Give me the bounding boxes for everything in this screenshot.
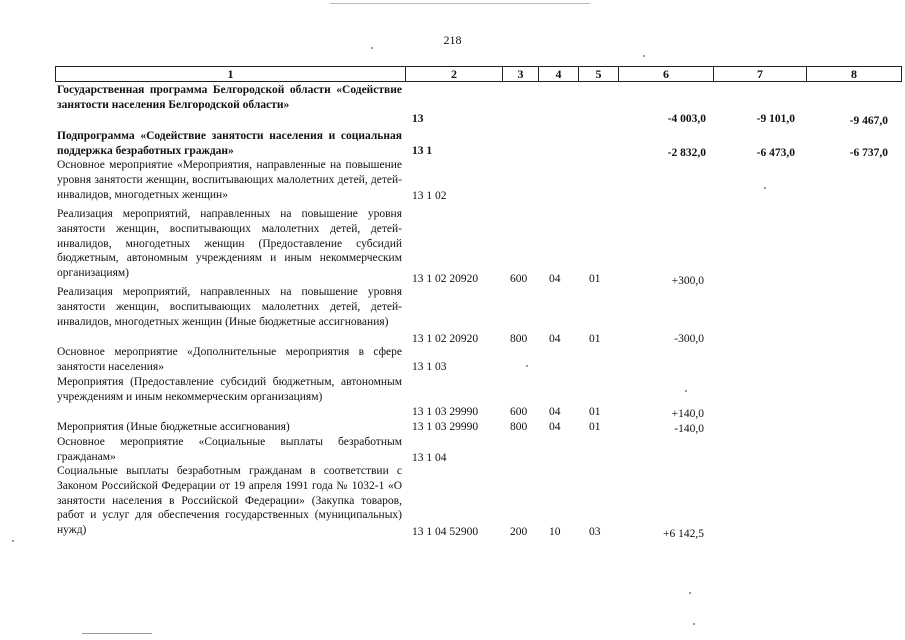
row-col6-value: +6 142,5 [663,528,704,540]
row-col3-value: 800 [510,421,528,433]
row-code: 13 1 02 [412,190,447,202]
row-col6-value: -140,0 [674,423,704,435]
row-description: Подпрограмма «Содействие занятости населения и социальная поддержка безработных граждан» [57,130,402,157]
row-col4-value: 10 [549,526,561,538]
row-col6-value: +300,0 [671,275,704,287]
row-description: Реализация мероприятий, направленных на повышение уровня занятости женщин, воспитывающих малолетних детей, детей-инвалидов, многодетных женщин (Иные бюджетные ассигнования) [57,286,402,328]
row-description: Основное мероприятие «Мероприятия, направленные на повышение уровня занятости женщин, воспитывающих малолетних детей, детей-инвалидов, многодетных женщин» [57,159,402,201]
header-col-1: 1 [56,67,406,81]
row-col4-value: 04 [549,273,561,285]
row-code: 13 1 04 52900 [412,526,479,538]
row-col8-value: -6 737,0 [849,147,888,159]
row-col7-value: -9 101,0 [756,113,795,125]
header-col-6: 6 [619,67,714,81]
row-description: Социальные выплаты безработным гражданам в соответствии с Законом Российской Федерации от 19 апреля 1991 года № 1032-1 «О занятости населения в Российской Федерации» (Закупка товаров, работ и услуг для обеспечения государственных (муниципальных) нужд) [57,465,402,537]
scan-speck [693,623,695,625]
header-col-3: 3 [503,67,539,81]
scan-speck [12,540,14,542]
row-col4-value: 04 [549,333,561,345]
scan-speck [764,187,766,189]
row-col6-value: -300,0 [674,333,704,345]
row-code: 13 1 02 20920 [412,333,479,345]
row-code: 13 1 [412,145,433,157]
header-col-7: 7 [714,67,807,81]
row-col6-value: -4 003,0 [667,113,706,125]
header-col-5: 5 [579,67,619,81]
page-number: 218 [443,33,462,47]
row-description: Государственная программа Белгородской области «Содействие занятости населения Белгородской области» [57,84,402,111]
scan-speck [526,365,528,367]
table-header-row [55,66,902,82]
row-description: Мероприятия (Предоставление субсидий бюджетным, автономным учреждениям и иным некоммерческим организациям) [57,376,402,403]
scan-speck [371,47,373,49]
row-col3-value: 600 [510,273,528,285]
row-code: 13 [412,113,424,125]
header-col-2: 2 [406,67,503,81]
row-col5-value: 01 [589,333,601,345]
row-code: 13 1 04 [412,452,447,464]
row-col3-value: 800 [510,333,528,345]
row-code: 13 1 02 20920 [412,273,479,285]
row-col5-value: 01 [589,273,601,285]
row-description: Основное мероприятие «Социальные выплаты безработным гражданам» [57,436,402,463]
row-description: Основное мероприятие «Дополнительные мероприятия в сфере занятости населения» [57,346,402,373]
header-col-4: 4 [539,67,579,81]
row-col8-value: -9 467,0 [849,115,888,127]
row-col4-value: 04 [549,406,561,418]
row-code: 13 1 03 29990 [412,406,479,418]
row-code: 13 1 03 29990 [412,421,479,433]
row-description: Мероприятия (Иные бюджетные ассигнования) [57,421,290,433]
scan-speck [685,390,687,392]
row-col6-value: +140,0 [671,408,704,420]
row-col4-value: 04 [549,421,561,433]
row-col7-value: -6 473,0 [756,147,795,159]
row-col5-value: 03 [589,526,601,538]
row-col6-value: -2 832,0 [667,147,706,159]
row-description: Реализация мероприятий, направленных на повышение уровня занятости женщин, воспитывающих малолетних детей, детей-инвалидов, многодетных женщин (Предоставление субсидий бюджетным, автономным учреждениям и иным некоммерческим организациям) [57,208,402,280]
top-rule [330,3,590,4]
scan-speck [689,592,691,594]
row-col3-value: 600 [510,406,528,418]
row-code: 13 1 03 [412,361,447,373]
header-col-8: 8 [851,67,857,81]
scan-speck [643,55,645,57]
row-col3-value: 200 [510,526,528,538]
row-col5-value: 01 [589,406,601,418]
row-col5-value: 01 [589,421,601,433]
bottom-rule [82,633,152,634]
